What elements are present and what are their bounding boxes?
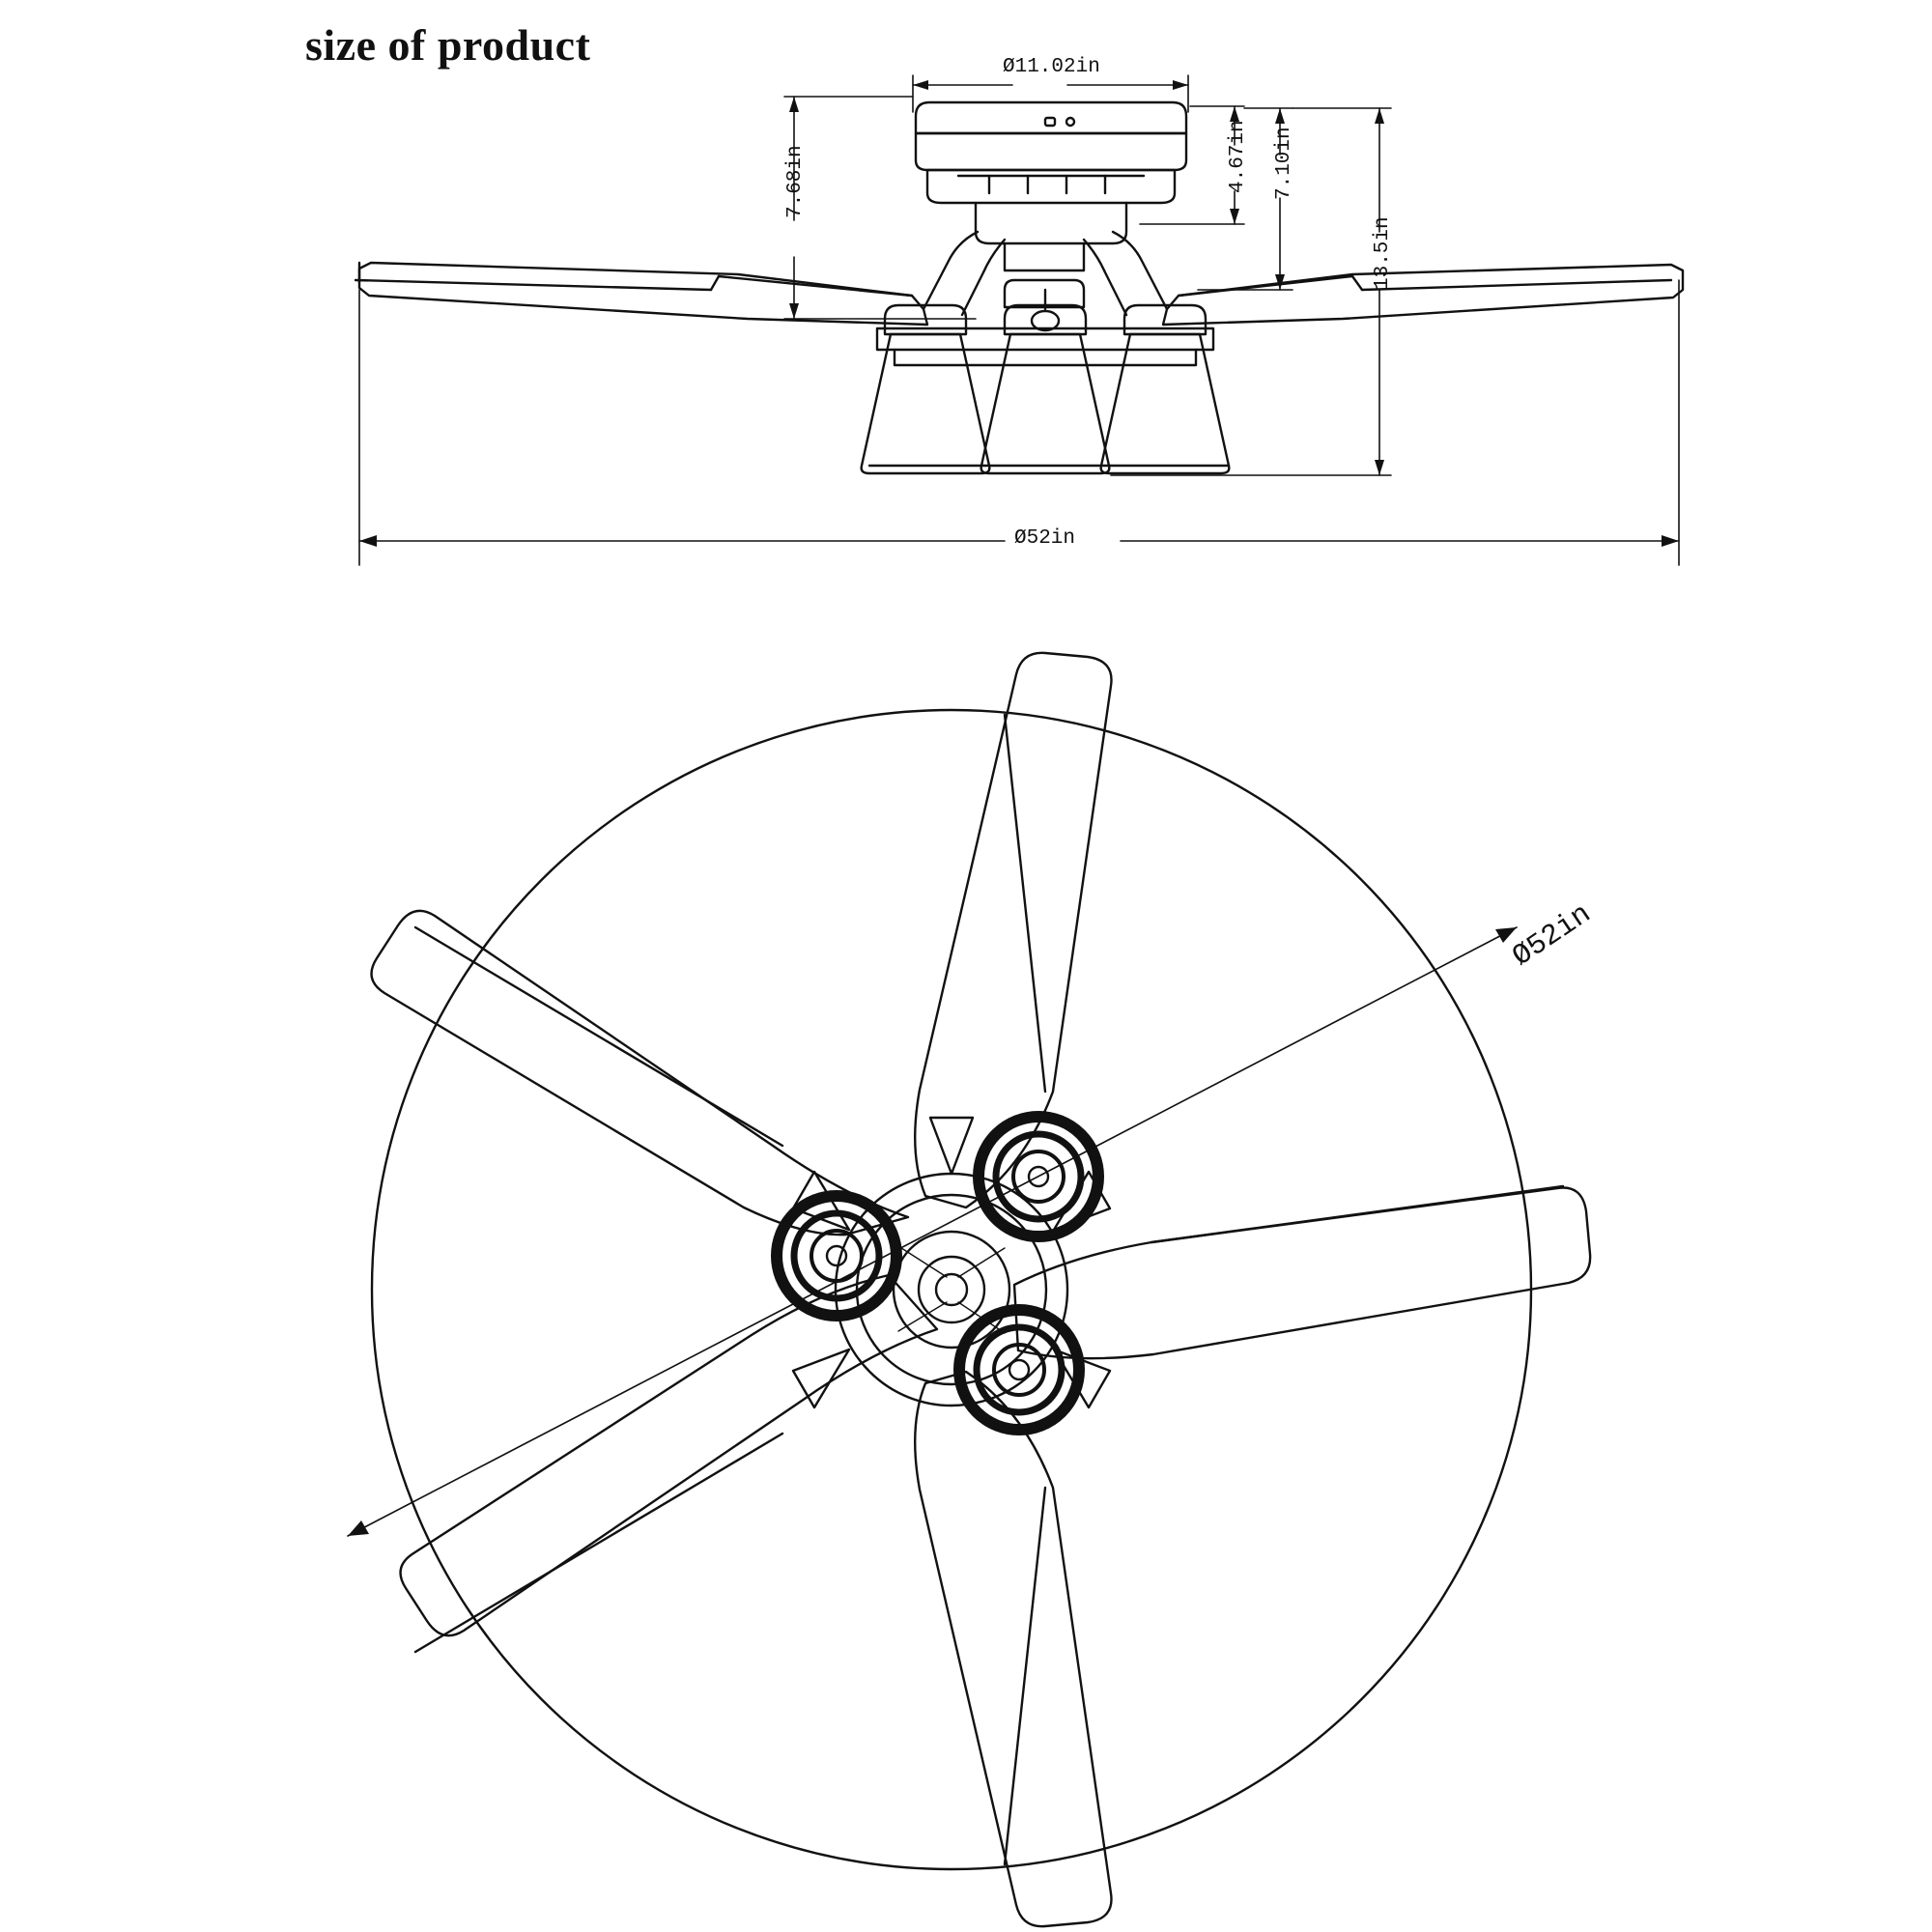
light-shade-right: [1101, 305, 1230, 473]
dim-label-overall-height: 13.5in: [1372, 216, 1394, 290]
plan-view-diameter-leader: [348, 927, 1517, 1536]
plan-light-lower: [959, 1310, 1079, 1430]
side-view-dimension-lines: [359, 75, 1679, 565]
page-title: size of product: [305, 20, 591, 70]
dim-label-motor-height: 7.68in: [784, 145, 807, 218]
dim-label-canopy-diameter: Ø11.02in: [1003, 56, 1100, 78]
dim-label-blade-to-ceiling: 7.10in: [1273, 127, 1295, 200]
dim-label-sweep-diameter: Ø52in: [1507, 897, 1598, 975]
light-shade-left: [862, 305, 990, 473]
plan-light-left: [777, 1196, 896, 1316]
side-view-fan: [355, 102, 1683, 473]
dim-label-housing-height: 4.67in: [1227, 120, 1249, 193]
plan-view-fan: [372, 653, 1591, 1926]
dim-label-blade-span: Ø52in: [1014, 527, 1076, 550]
